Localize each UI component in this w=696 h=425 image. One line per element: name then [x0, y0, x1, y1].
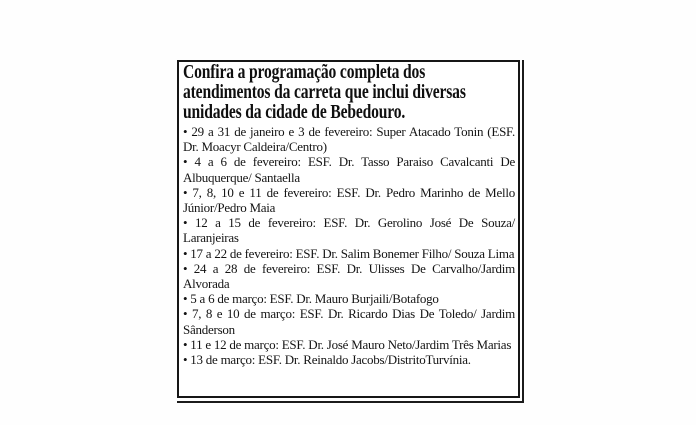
schedule-item: • 29 a 31 de janeiro e 3 de fevereiro: Super Atacado Tonin (ESF. Dr. Moacyr Caldeira/Centro) [183, 124, 515, 155]
headline-line: unidades da cidade de Bebedouro. [183, 102, 406, 123]
schedule-item: • 7, 8 e 10 de março: ESF. Dr. Ricardo Dias De Toledo/ Jardim Sânderson [183, 306, 515, 337]
schedule-item: • 13 de março: ESF. Dr. Reinaldo Jacobs/DistritoTurvínia. [183, 352, 471, 368]
ad-headline [183, 63, 515, 123]
schedule-item: • 24 a 28 de fevereiro: ESF. Dr. Ulisses De Carvalho/Jardim Alvorada [183, 260, 515, 292]
schedule-item: • 4 a 6 de fevereiro: ESF. Dr. Tasso Paraiso Cavalcanti De Albuquerque/ Santaella [183, 154, 515, 185]
headline-line: atendimentos da carreta que inclui diversas [183, 82, 466, 103]
schedule-item: • 7, 8, 10 e 11 de fevereiro: ESF. Dr. Pedro Marinho de Mello Júnior/Pedro Maia [183, 184, 515, 216]
schedule-item: • 17 a 22 de fevereiro: ESF. Dr. Salim Bonemer Filho/ Souza Lima [183, 245, 515, 261]
ad-outer-frame [177, 60, 524, 403]
schedule-ad-box [177, 60, 520, 398]
schedule-list [183, 124, 515, 367]
schedule-item: • 11 e 12 de março: ESF. Dr. José Mauro Neto/Jardim Três Marias [183, 336, 512, 352]
headline-line: Confira a programação completa dos [183, 62, 426, 83]
schedule-item: • 12 a 15 de fevereiro: ESF. Dr. Gerolino José De Souza/ Laranjeiras [183, 215, 515, 246]
schedule-item: • 5 a 6 de março: ESF. Dr. Mauro Burjaili/Botafogo [183, 291, 439, 307]
